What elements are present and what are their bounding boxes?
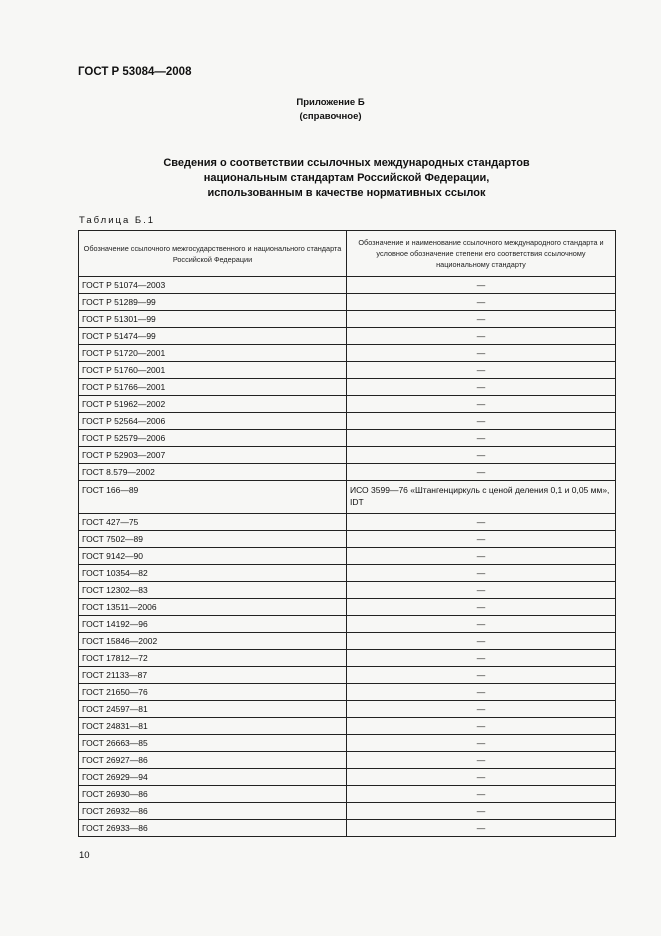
international-standard-cell: — <box>347 464 616 481</box>
table-row <box>79 718 616 735</box>
international-standard-cell: — <box>347 514 616 531</box>
international-standard-cell: — <box>347 786 616 803</box>
national-standard-cell: ГОСТ 15846—2002 <box>79 633 347 650</box>
section-title-line-1: Сведения о соответствии ссылочных международных стандартов <box>163 157 530 169</box>
table-row <box>79 447 616 464</box>
table-row <box>79 701 616 718</box>
national-standard-cell: ГОСТ 26930—86 <box>79 786 347 803</box>
international-standard-cell: — <box>347 735 616 752</box>
table-row <box>79 803 616 820</box>
column-header-national-standard: Обозначение ссылочного межгосударственного и национального стандарта Российской Федерации <box>79 231 347 277</box>
national-standard-cell: ГОСТ 26929—94 <box>79 769 347 786</box>
international-standard-cell: — <box>347 430 616 447</box>
table-row <box>79 820 616 837</box>
national-standard-cell: ГОСТ 8.579—2002 <box>79 464 347 481</box>
annex-heading <box>0 96 661 124</box>
table-row <box>79 345 616 362</box>
table-row <box>79 396 616 413</box>
international-standard-cell: — <box>347 820 616 837</box>
international-standard-cell: — <box>347 345 616 362</box>
table-row <box>79 599 616 616</box>
international-standard-cell: — <box>347 701 616 718</box>
national-standard-cell: ГОСТ 13511—2006 <box>79 599 347 616</box>
table-body <box>79 277 616 837</box>
national-standard-cell: ГОСТ 21650—76 <box>79 684 347 701</box>
table-row <box>79 481 616 514</box>
table-row <box>79 684 616 701</box>
table-row <box>79 616 616 633</box>
table-row <box>79 786 616 803</box>
international-standard-cell: — <box>347 718 616 735</box>
national-standard-cell: ГОСТ 26932—86 <box>79 803 347 820</box>
table-row <box>79 769 616 786</box>
national-standard-cell: ГОСТ 166—89 <box>79 481 347 514</box>
national-standard-cell: ГОСТ 26663—85 <box>79 735 347 752</box>
table-row <box>79 294 616 311</box>
table-row <box>79 379 616 396</box>
table-label: Таблица Б.1 <box>79 215 156 226</box>
table-header-row <box>79 231 616 277</box>
international-standard-cell: — <box>347 548 616 565</box>
international-standard-cell: — <box>347 599 616 616</box>
annex-title: Приложение Б <box>296 97 365 108</box>
page-number: 10 <box>79 850 90 861</box>
international-standard-cell: — <box>347 328 616 345</box>
table-row <box>79 430 616 447</box>
international-standard-cell: — <box>347 565 616 582</box>
international-standard-cell: — <box>347 277 616 294</box>
national-standard-cell: ГОСТ 9142—90 <box>79 548 347 565</box>
national-standard-cell: ГОСТ Р 51766—2001 <box>79 379 347 396</box>
national-standard-cell: ГОСТ Р 51289—99 <box>79 294 347 311</box>
international-standard-cell: — <box>347 294 616 311</box>
table-row <box>79 565 616 582</box>
national-standard-cell: ГОСТ 24597—81 <box>79 701 347 718</box>
table-row <box>79 328 616 345</box>
national-standard-cell: ГОСТ Р 51962—2002 <box>79 396 347 413</box>
international-standard-cell: — <box>347 684 616 701</box>
table-row <box>79 650 616 667</box>
national-standard-cell: ГОСТ 26933—86 <box>79 820 347 837</box>
table-row <box>79 464 616 481</box>
table-row <box>79 735 616 752</box>
international-standard-cell: — <box>347 362 616 379</box>
table-row <box>79 531 616 548</box>
standards-table <box>78 230 616 837</box>
international-standard-cell: — <box>347 582 616 599</box>
national-standard-cell: ГОСТ Р 52564—2006 <box>79 413 347 430</box>
international-standard-cell: — <box>347 379 616 396</box>
table-row <box>79 362 616 379</box>
section-title <box>0 156 661 201</box>
national-standard-cell: ГОСТ 12302—83 <box>79 582 347 599</box>
national-standard-cell: ГОСТ Р 51720—2001 <box>79 345 347 362</box>
international-standard-cell: ИСО 3599—76 «Штангенциркуль с ценой деления 0,1 и 0,05 мм», IDT <box>347 481 616 514</box>
national-standard-cell: ГОСТ Р 52903—2007 <box>79 447 347 464</box>
international-standard-cell: — <box>347 413 616 430</box>
section-title-line-2: национальным стандартам Российской Федерации, <box>203 172 490 184</box>
international-standard-cell: — <box>347 667 616 684</box>
international-standard-cell: — <box>347 531 616 548</box>
national-standard-cell: ГОСТ 14192—96 <box>79 616 347 633</box>
international-standard-cell: — <box>347 650 616 667</box>
national-standard-cell: ГОСТ 10354—82 <box>79 565 347 582</box>
international-standard-cell: — <box>347 616 616 633</box>
column-header-international-standard: Обозначение и наименование ссылочного международного стандарта и условное обозначение степени его соответствия ссылочному национальному стандарту <box>347 231 616 277</box>
national-standard-cell: ГОСТ Р 52579—2006 <box>79 430 347 447</box>
international-standard-cell: — <box>347 447 616 464</box>
national-standard-cell: ГОСТ 17812—72 <box>79 650 347 667</box>
annex-status: (справочное) <box>299 111 362 122</box>
international-standard-cell: — <box>347 752 616 769</box>
national-standard-cell: ГОСТ Р 51301—99 <box>79 311 347 328</box>
national-standard-cell: ГОСТ 24831—81 <box>79 718 347 735</box>
international-standard-cell: — <box>347 769 616 786</box>
table-row <box>79 582 616 599</box>
national-standard-cell: ГОСТ 427—75 <box>79 514 347 531</box>
international-standard-cell: — <box>347 311 616 328</box>
table-row <box>79 413 616 430</box>
table-row <box>79 667 616 684</box>
table-row <box>79 752 616 769</box>
table-row <box>79 514 616 531</box>
national-standard-cell: ГОСТ 7502—89 <box>79 531 347 548</box>
international-standard-cell: — <box>347 396 616 413</box>
national-standard-cell: ГОСТ Р 51760—2001 <box>79 362 347 379</box>
national-standard-cell: ГОСТ Р 51474—99 <box>79 328 347 345</box>
national-standard-cell: ГОСТ Р 51074—2003 <box>79 277 347 294</box>
table-row <box>79 548 616 565</box>
international-standard-cell: — <box>347 803 616 820</box>
table-row <box>79 311 616 328</box>
table-row <box>79 277 616 294</box>
international-standard-cell: — <box>347 633 616 650</box>
national-standard-cell: ГОСТ 26927—86 <box>79 752 347 769</box>
national-standard-cell: ГОСТ 21133—87 <box>79 667 347 684</box>
section-title-line-3: использованным в качестве нормативных ссылок <box>207 187 486 199</box>
table-row <box>79 633 616 650</box>
document-code: ГОСТ Р 53084—2008 <box>78 66 192 78</box>
